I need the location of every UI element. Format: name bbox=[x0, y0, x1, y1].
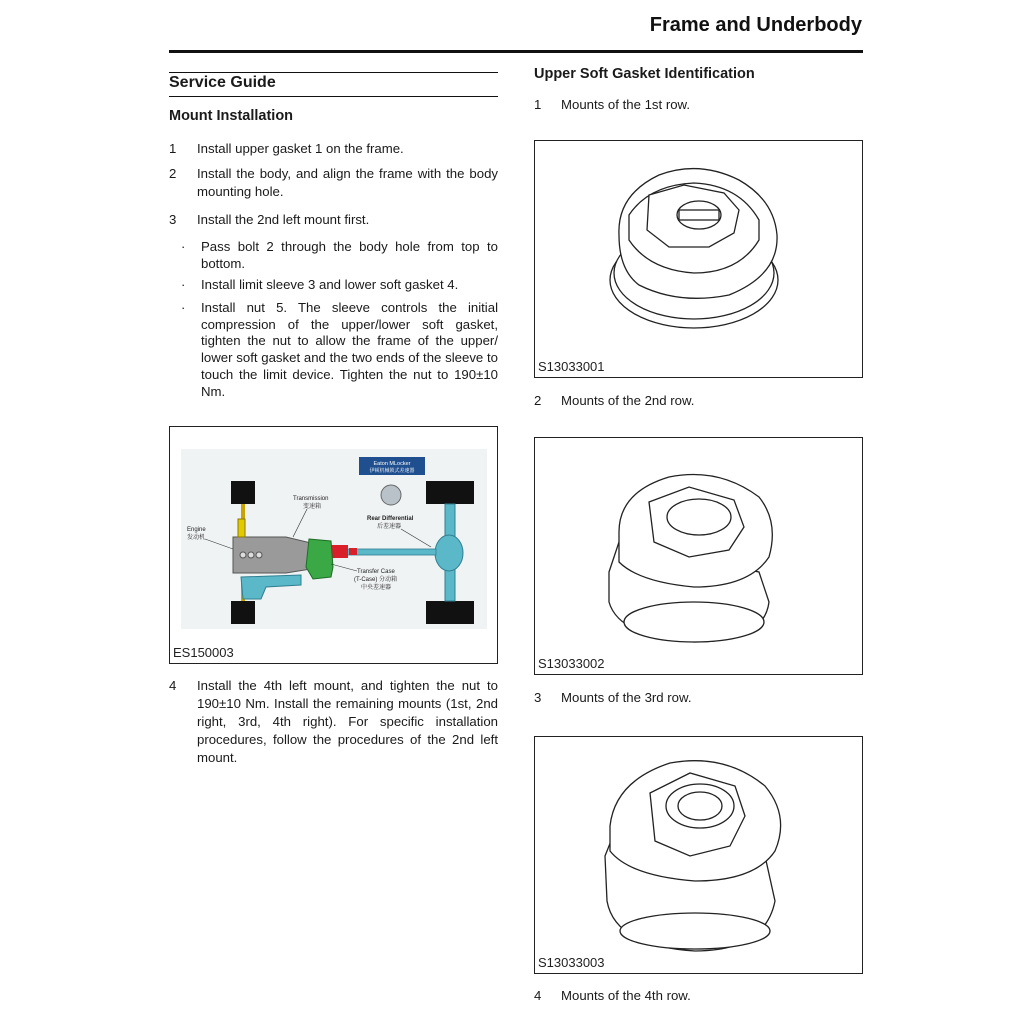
gasket-figure-2 bbox=[534, 437, 863, 675]
bullet-dot: · bbox=[181, 277, 186, 292]
gasket-drawing bbox=[599, 462, 799, 662]
label-engine: Engine bbox=[187, 527, 206, 533]
row-text: Mounts of the 1st row. bbox=[561, 97, 691, 112]
figure-code: S13033001 bbox=[538, 359, 605, 374]
label-transfer-case-2: (T-Case) 分动箱 bbox=[354, 577, 398, 583]
step-item bbox=[169, 165, 498, 201]
step-item bbox=[169, 677, 498, 769]
wheel-front-left bbox=[231, 481, 255, 504]
transfer-case bbox=[306, 539, 333, 579]
header-divider bbox=[169, 50, 863, 53]
bullet-text: Install nut 5. The sleeve controls the initial compression of the upper/lower soft gasket, tighten the nut to allow the frame of the upper/ lower soft gasket and the two ends of the sleeve to touch the limit device. Tighten the nut to 190±10 Nm. bbox=[201, 300, 498, 399]
page-header-title: Frame and Underbody bbox=[649, 14, 862, 36]
step-text: Install upper gasket 1 on the frame. bbox=[197, 141, 404, 156]
row-text: Mounts of the 2nd row. bbox=[561, 393, 695, 408]
label-rear-differential-cn: 后差速器 bbox=[377, 524, 402, 530]
step-number: 3 bbox=[169, 212, 177, 227]
step-text: Install the 4th left mount, and tighten the nut to 190±10 Nm. Install the remaining mounts (1st, 2nd right, 3rd, 4th right). For specific installation procedures, follow the procedures of the 2nd left mount. bbox=[197, 678, 498, 765]
drivetrain-diagram bbox=[181, 449, 487, 629]
row-number: 4 bbox=[534, 988, 542, 1003]
step-text: Install the body, and align the frame with the body mounting hole. bbox=[197, 166, 498, 199]
step-number: 2 bbox=[169, 166, 177, 181]
wheel-rear-right bbox=[426, 601, 474, 624]
step-number: 4 bbox=[169, 678, 177, 693]
gasket-identification-title: Upper Soft Gasket Identification bbox=[534, 66, 755, 82]
front-shaft bbox=[238, 519, 245, 537]
label-transfer-case: Transfer Case bbox=[357, 569, 395, 575]
wheel-rear-left bbox=[231, 601, 255, 624]
subsection-title: Mount Installation bbox=[169, 108, 294, 124]
label-transmission-cn: 变速箱 bbox=[303, 504, 322, 510]
rear-differential bbox=[435, 535, 463, 571]
label-rear-differential: Rear Differential bbox=[367, 516, 414, 522]
badge-line2: 伊顿机械锁式差速器 bbox=[369, 468, 415, 474]
figure-code: S13033002 bbox=[538, 656, 605, 671]
step-text: Install the 2nd left mount first. bbox=[197, 212, 370, 227]
gasket-drawing bbox=[599, 155, 799, 345]
step-item bbox=[169, 211, 498, 229]
bullet-text: Pass bolt 2 through the body hole from top to bottom. bbox=[201, 239, 498, 271]
row-number: 1 bbox=[534, 97, 542, 112]
label-engine-cn: 发动机 bbox=[187, 535, 206, 541]
gasket-figure-3 bbox=[534, 736, 863, 974]
bullet-text: Install limit sleeve 3 and lower soft gasket 4. bbox=[201, 277, 459, 292]
figure-code: S13033003 bbox=[538, 955, 605, 970]
drive-shaft bbox=[346, 549, 436, 555]
section-title: Service Guide bbox=[169, 72, 498, 97]
figure-code: ES150003 bbox=[173, 645, 234, 660]
step-item bbox=[169, 140, 498, 158]
row-text: Mounts of the 4th row. bbox=[561, 988, 691, 1003]
wheel-front-right bbox=[426, 481, 474, 504]
label-transfer-case-cn: 中央差速器 bbox=[361, 585, 392, 591]
bullet-dot: · bbox=[181, 300, 186, 315]
row-text: Mounts of the 3rd row. bbox=[561, 690, 692, 705]
label-transmission: Transmission bbox=[293, 496, 329, 502]
locker-part bbox=[381, 485, 401, 505]
drivetrain-figure bbox=[169, 426, 498, 664]
bullet-dot: · bbox=[181, 239, 186, 254]
step-number: 1 bbox=[169, 141, 177, 156]
gasket-figure-1 bbox=[534, 140, 863, 378]
gasket-drawing bbox=[595, 751, 805, 961]
row-number: 3 bbox=[534, 690, 542, 705]
row-number: 2 bbox=[534, 393, 542, 408]
badge-line1: Eaton MLocker bbox=[373, 461, 411, 467]
